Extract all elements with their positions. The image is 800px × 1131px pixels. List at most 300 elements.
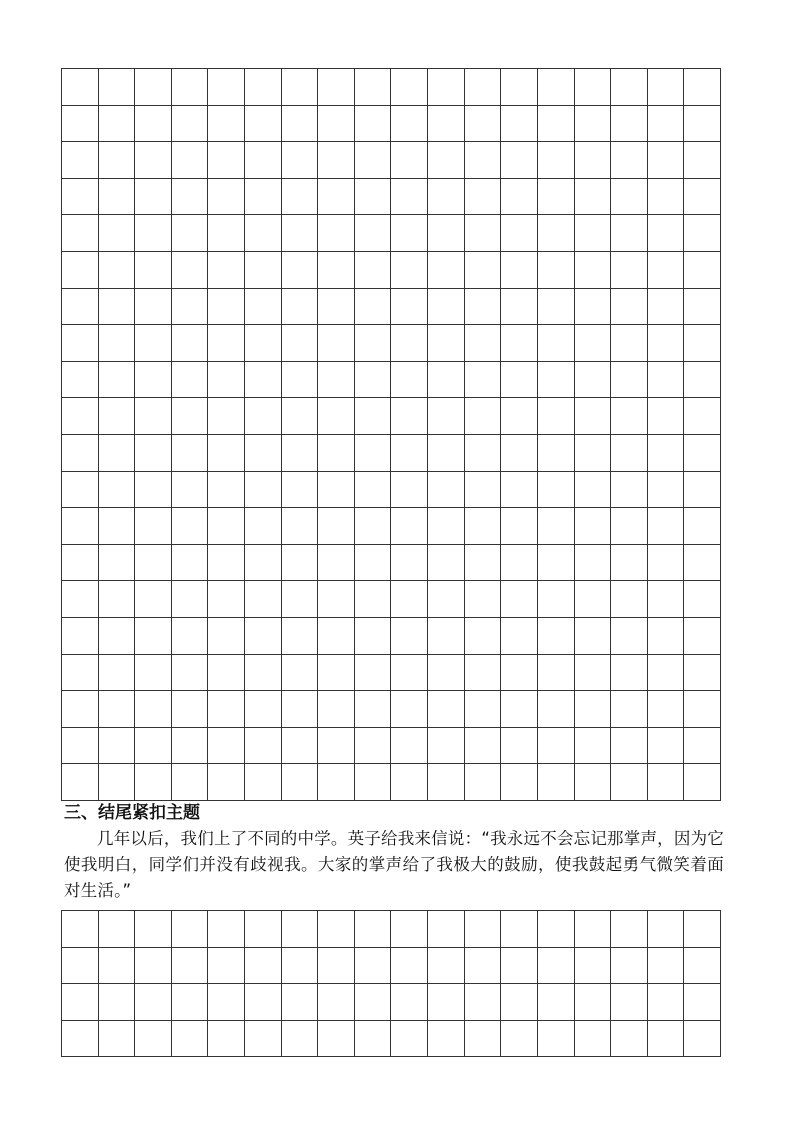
grid-cell (355, 545, 392, 582)
grid-cell (99, 1021, 136, 1058)
grid-cell (465, 508, 502, 545)
grid-cell (684, 1021, 721, 1058)
grid-cell (318, 289, 355, 326)
grid-cell (282, 691, 319, 728)
grid-cell (575, 325, 612, 362)
grid-cell (648, 618, 685, 655)
section-body-text: 几年以后，我们上了不同的中学。英子给我来信说：“我永远不会忘记那掌声，因为它使我明白，同学们并没有歧视我。大家的掌声给了我极大的鼓励，使我鼓起勇气微笑着面对生活。” (64, 829, 724, 900)
grid-cell (282, 581, 319, 618)
grid-cell (62, 69, 99, 106)
grid-cell (318, 472, 355, 509)
grid-cell (62, 142, 99, 179)
grid-cell (391, 508, 428, 545)
grid-cell (391, 69, 428, 106)
grid-cell (465, 215, 502, 252)
grid-cell (391, 106, 428, 143)
grid-cell (135, 508, 172, 545)
grid-cell (135, 362, 172, 399)
grid-cell (428, 252, 465, 289)
grid-cell (245, 179, 282, 216)
writing-grid-top (61, 68, 721, 801)
grid-cell (611, 618, 648, 655)
grid-cell (208, 398, 245, 435)
grid-cell (575, 435, 612, 472)
grid-cell (99, 398, 136, 435)
grid-cell (501, 655, 538, 692)
grid-cell (172, 618, 209, 655)
grid-cell (648, 691, 685, 728)
grid-cell (135, 948, 172, 985)
grid-cell (282, 728, 319, 765)
grid-cell (684, 179, 721, 216)
grid-cell (611, 435, 648, 472)
grid-cell (575, 948, 612, 985)
grid-cell (684, 655, 721, 692)
grid-cell (135, 691, 172, 728)
grid-cell (355, 179, 392, 216)
grid-cell (611, 142, 648, 179)
grid-cell (684, 252, 721, 289)
grid-cell (391, 581, 428, 618)
grid-cell (208, 362, 245, 399)
grid-cell (245, 289, 282, 326)
grid-cell (648, 69, 685, 106)
grid-cell (135, 764, 172, 801)
grid-cell (135, 984, 172, 1021)
grid-cell (355, 106, 392, 143)
grid-cell (282, 362, 319, 399)
grid-cell (172, 69, 209, 106)
grid-cell (501, 179, 538, 216)
grid-cell (428, 764, 465, 801)
grid-cell (99, 289, 136, 326)
grid-cell (684, 289, 721, 326)
grid-cell (172, 472, 209, 509)
grid-cell (99, 362, 136, 399)
grid-cell (611, 215, 648, 252)
grid-cell (538, 106, 575, 143)
grid-cell (172, 325, 209, 362)
grid-cell (245, 472, 282, 509)
grid-cell (428, 508, 465, 545)
grid-cell (208, 691, 245, 728)
grid-cell (428, 472, 465, 509)
grid-cell (245, 911, 282, 948)
grid-cell (611, 948, 648, 985)
grid-cell (282, 911, 319, 948)
grid-cell (245, 545, 282, 582)
grid-cell (172, 948, 209, 985)
grid-cell (538, 618, 575, 655)
grid-cell (684, 984, 721, 1021)
grid-cell (318, 142, 355, 179)
grid-cell (575, 545, 612, 582)
grid-cell (208, 215, 245, 252)
grid-cell (99, 581, 136, 618)
grid-cell (355, 618, 392, 655)
grid-cell (538, 691, 575, 728)
grid-cell (611, 325, 648, 362)
grid-cell (172, 691, 209, 728)
grid-cell (501, 435, 538, 472)
grid-cell (611, 252, 648, 289)
grid-cell (245, 1021, 282, 1058)
grid-cell (282, 179, 319, 216)
grid-cell (501, 252, 538, 289)
grid-cell (245, 581, 282, 618)
grid-cell (99, 764, 136, 801)
grid-cell (99, 655, 136, 692)
grid-cell (428, 179, 465, 216)
grid-cell (648, 362, 685, 399)
grid-cell (355, 215, 392, 252)
grid-cell (318, 984, 355, 1021)
grid-cell (245, 69, 282, 106)
grid-cell (282, 142, 319, 179)
grid-cell (391, 325, 428, 362)
grid-cell (282, 764, 319, 801)
grid-cell (684, 435, 721, 472)
grid-cell (648, 984, 685, 1021)
grid-cell (465, 581, 502, 618)
grid-cell (501, 472, 538, 509)
grid-cell (99, 545, 136, 582)
grid-cell (62, 545, 99, 582)
grid-cell (611, 545, 648, 582)
grid-cell (172, 142, 209, 179)
grid-cell (318, 911, 355, 948)
grid-cell (684, 325, 721, 362)
grid-cell (391, 362, 428, 399)
grid-cell (282, 545, 319, 582)
grid-cell (648, 215, 685, 252)
grid-cell (318, 435, 355, 472)
grid-cell (135, 289, 172, 326)
grid-cell (575, 142, 612, 179)
grid-cell (208, 289, 245, 326)
grid-cell (648, 252, 685, 289)
grid-cell (99, 948, 136, 985)
grid-cell (465, 764, 502, 801)
grid-cell (501, 764, 538, 801)
grid-cell (355, 764, 392, 801)
grid-cell (501, 545, 538, 582)
grid-cell (62, 325, 99, 362)
grid-cell (245, 435, 282, 472)
grid-cell (648, 1021, 685, 1058)
grid-cell (684, 948, 721, 985)
grid-cell (501, 106, 538, 143)
grid-cell (501, 398, 538, 435)
grid-cell (245, 215, 282, 252)
grid-cell (355, 655, 392, 692)
grid-cell (135, 545, 172, 582)
grid-cell (135, 398, 172, 435)
grid-cell (318, 215, 355, 252)
grid-cell (575, 984, 612, 1021)
grid-cell (318, 655, 355, 692)
grid-cell (99, 691, 136, 728)
grid-cell (465, 289, 502, 326)
grid-cell (575, 472, 612, 509)
grid-cell (391, 984, 428, 1021)
grid-cell (538, 69, 575, 106)
grid-cell (648, 398, 685, 435)
grid-cell (684, 215, 721, 252)
grid-cell (318, 728, 355, 765)
grid-cell (501, 69, 538, 106)
grid-cell (391, 911, 428, 948)
grid-cell (245, 618, 282, 655)
grid-cell (611, 472, 648, 509)
grid-cell (282, 508, 319, 545)
grid-cell (318, 948, 355, 985)
grid-cell (99, 252, 136, 289)
grid-cell (501, 325, 538, 362)
grid-cell (99, 142, 136, 179)
grid-cell (391, 472, 428, 509)
grid-cell (355, 69, 392, 106)
grid-cell (428, 1021, 465, 1058)
grid-cell (208, 545, 245, 582)
grid-cell (135, 106, 172, 143)
grid-cell (62, 289, 99, 326)
grid-cell (684, 618, 721, 655)
grid-cell (318, 69, 355, 106)
grid-cell (538, 581, 575, 618)
grid-cell (245, 362, 282, 399)
grid-cell (611, 106, 648, 143)
grid-cell (428, 618, 465, 655)
grid-cell (62, 215, 99, 252)
grid-cell (318, 691, 355, 728)
grid-cell (391, 691, 428, 728)
grid-cell (575, 215, 612, 252)
grid-cell (62, 764, 99, 801)
grid-cell (648, 325, 685, 362)
grid-cell (135, 618, 172, 655)
grid-cell (391, 764, 428, 801)
grid-cell (538, 911, 575, 948)
grid-cell (465, 545, 502, 582)
grid-cell (428, 691, 465, 728)
grid-cell (172, 435, 209, 472)
grid-cell (62, 472, 99, 509)
grid-cell (245, 984, 282, 1021)
grid-cell (575, 581, 612, 618)
grid-cell (172, 508, 209, 545)
grid-cell (575, 1021, 612, 1058)
grid-cell (172, 728, 209, 765)
grid-cell (245, 325, 282, 362)
grid-cell (501, 728, 538, 765)
grid-cell (62, 252, 99, 289)
grid-cell (135, 435, 172, 472)
grid-cell (575, 508, 612, 545)
grid-cell (538, 362, 575, 399)
grid-cell (99, 325, 136, 362)
grid-cell (465, 691, 502, 728)
grid-cell (648, 106, 685, 143)
grid-cell (245, 252, 282, 289)
grid-cell (575, 252, 612, 289)
grid-cell (62, 984, 99, 1021)
grid-cell (648, 289, 685, 326)
grid-cell (135, 655, 172, 692)
grid-cell (575, 289, 612, 326)
section-heading: 三、结尾紧扣主题 (64, 803, 200, 823)
grid-cell (318, 362, 355, 399)
grid-cell (575, 398, 612, 435)
grid-cell (172, 911, 209, 948)
grid-cell (501, 948, 538, 985)
grid-cell (172, 362, 209, 399)
grid-cell (245, 655, 282, 692)
grid-cell (465, 69, 502, 106)
grid-cell (648, 911, 685, 948)
grid-cell (538, 252, 575, 289)
grid-cell (318, 508, 355, 545)
grid-cell (684, 764, 721, 801)
grid-cell (282, 435, 319, 472)
grid-cell (282, 655, 319, 692)
grid-cell (428, 398, 465, 435)
grid-cell (282, 948, 319, 985)
grid-cell (428, 728, 465, 765)
grid-cell (62, 581, 99, 618)
grid-cell (172, 252, 209, 289)
grid-cell (684, 106, 721, 143)
grid-cell (62, 362, 99, 399)
grid-cell (648, 179, 685, 216)
grid-cell (172, 984, 209, 1021)
grid-cell (428, 984, 465, 1021)
grid-cell (208, 142, 245, 179)
grid-cell (648, 655, 685, 692)
grid-cell (135, 179, 172, 216)
grid-cell (99, 728, 136, 765)
grid-cell (648, 472, 685, 509)
grid-cell (99, 106, 136, 143)
grid-cell (245, 948, 282, 985)
grid-cell (428, 581, 465, 618)
grid-cell (501, 362, 538, 399)
grid-cell (135, 1021, 172, 1058)
grid-cell (501, 215, 538, 252)
grid-cell (575, 362, 612, 399)
grid-cell (465, 362, 502, 399)
grid-cell (318, 764, 355, 801)
grid-cell (611, 362, 648, 399)
grid-cell (208, 728, 245, 765)
grid-cell (684, 69, 721, 106)
grid-cell (538, 325, 575, 362)
grid-cell (62, 691, 99, 728)
grid-cell (135, 215, 172, 252)
grid-cell (208, 179, 245, 216)
grid-cell (208, 435, 245, 472)
grid-cell (245, 106, 282, 143)
grid-cell (428, 545, 465, 582)
grid-cell (355, 984, 392, 1021)
grid-cell (355, 948, 392, 985)
grid-cell (172, 545, 209, 582)
grid-cell (428, 142, 465, 179)
grid-cell (428, 325, 465, 362)
grid-cell (318, 398, 355, 435)
grid-cell (282, 106, 319, 143)
grid-cell (62, 508, 99, 545)
grid-cell (428, 215, 465, 252)
ending-section (64, 800, 724, 904)
grid-cell (208, 508, 245, 545)
grid-cell (465, 911, 502, 948)
grid-cell (208, 252, 245, 289)
grid-cell (611, 655, 648, 692)
grid-cell (355, 1021, 392, 1058)
grid-cell (391, 179, 428, 216)
grid-cell (135, 252, 172, 289)
grid-cell (428, 69, 465, 106)
grid-cell (355, 289, 392, 326)
grid-cell (428, 911, 465, 948)
grid-cell (355, 398, 392, 435)
grid-cell (684, 691, 721, 728)
grid-cell (62, 1021, 99, 1058)
grid-cell (501, 1021, 538, 1058)
grid-cell (575, 764, 612, 801)
grid-cell (62, 728, 99, 765)
grid-cell (99, 215, 136, 252)
grid-cell (282, 69, 319, 106)
grid-cell (684, 398, 721, 435)
grid-cell (391, 289, 428, 326)
grid-cell (648, 435, 685, 472)
grid-cell (282, 984, 319, 1021)
grid-cell (282, 1021, 319, 1058)
grid-cell (245, 728, 282, 765)
grid-cell (172, 215, 209, 252)
grid-cell (99, 911, 136, 948)
grid-cell (355, 325, 392, 362)
grid-cell (355, 911, 392, 948)
grid-cell (391, 215, 428, 252)
grid-cell (172, 581, 209, 618)
grid-cell (648, 508, 685, 545)
grid-cell (501, 691, 538, 728)
grid-cell (538, 215, 575, 252)
grid-cell (648, 728, 685, 765)
grid-cell (318, 106, 355, 143)
grid-cell (538, 472, 575, 509)
grid-cell (62, 618, 99, 655)
grid-cell (538, 289, 575, 326)
grid-cell (318, 325, 355, 362)
grid-cell (208, 655, 245, 692)
grid-cell (62, 398, 99, 435)
grid-cell (208, 472, 245, 509)
writing-grid-bottom (61, 910, 721, 1057)
grid-cell (648, 764, 685, 801)
grid-cell (538, 179, 575, 216)
grid-cell (684, 508, 721, 545)
grid-cell (245, 398, 282, 435)
grid-cell (208, 948, 245, 985)
grid-cell (428, 655, 465, 692)
grid-cell (99, 984, 136, 1021)
grid-cell (208, 325, 245, 362)
grid-cell (575, 655, 612, 692)
